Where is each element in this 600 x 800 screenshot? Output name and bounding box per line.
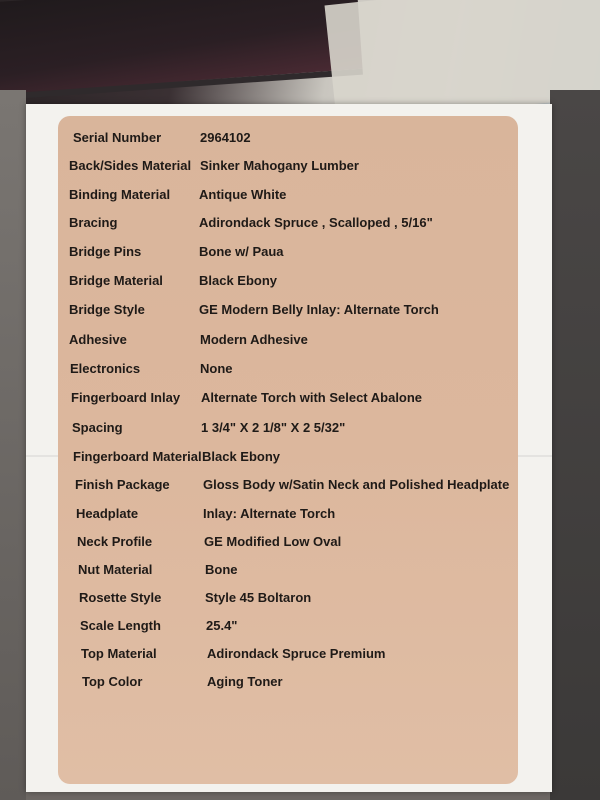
spec-label: Adhesive <box>69 332 127 347</box>
spec-value: Bone w/ Paua <box>199 244 284 259</box>
spec-value: Antique White <box>199 187 287 202</box>
spec-row <box>0 562 600 582</box>
spec-label: Bridge Style <box>69 302 145 317</box>
spec-value: None <box>200 361 233 376</box>
spec-row <box>0 477 600 497</box>
spec-label: Serial Number <box>73 130 162 145</box>
spec-label: Neck Profile <box>77 534 153 549</box>
spec-row <box>0 302 600 322</box>
spec-row <box>0 420 600 440</box>
spec-label: Binding Material <box>69 187 171 202</box>
spec-row <box>0 534 600 554</box>
spec-row <box>0 332 600 352</box>
spec-value: Adirondack Spruce , Scalloped , 5/16" <box>199 215 433 230</box>
spec-value: Modern Adhesive <box>200 332 308 347</box>
spec-label: Nut Material <box>78 562 153 577</box>
spec-value: 25.4" <box>206 618 238 633</box>
spec-label: Bracing <box>69 215 118 230</box>
spec-row <box>0 244 600 264</box>
spec-label: Bridge Pins <box>69 244 142 259</box>
spec-row <box>0 449 600 469</box>
spec-row <box>0 273 600 293</box>
spec-value: Black Ebony <box>199 273 278 288</box>
spec-value: Alternate Torch with Select Abalone <box>201 390 423 405</box>
spec-value: 2964102 <box>200 130 251 145</box>
spec-row <box>0 130 600 150</box>
spec-row <box>0 158 600 178</box>
spec-value: Sinker Mahogany Lumber <box>200 158 359 173</box>
spec-label: Bridge Material <box>69 273 163 288</box>
spec-label: Fingerboard Material <box>73 449 202 464</box>
spec-label: Top Material <box>81 646 157 661</box>
spec-label: Spacing <box>72 420 123 435</box>
spec-row <box>0 674 600 694</box>
spec-value: Aging Toner <box>207 674 283 689</box>
spec-label: Fingerboard Inlay <box>71 390 181 405</box>
spec-value: Black Ebony <box>202 449 281 464</box>
spec-label: Electronics <box>70 361 141 376</box>
spec-row <box>0 506 600 526</box>
spec-value: GE Modern Belly Inlay: Alternate Torch <box>199 302 439 317</box>
spec-value: GE Modified Low Oval <box>204 534 342 549</box>
spec-row <box>0 187 600 207</box>
spec-value: Inlay: Alternate Torch <box>203 506 336 521</box>
spec-row <box>0 390 600 410</box>
spec-value: 1 3/4" X 2 1/8" X 2 5/32" <box>201 420 346 435</box>
spec-label: Headplate <box>76 506 139 521</box>
spec-label: Rosette Style <box>79 590 162 605</box>
spec-value: Style 45 Boltaron <box>205 590 312 605</box>
spec-label: Scale Length <box>80 618 161 633</box>
spec-label: Finish Package <box>75 477 170 492</box>
spec-value: Gloss Body w/Satin Neck and Polished Headplate <box>203 477 510 492</box>
spec-row <box>0 215 600 235</box>
spec-value: Adirondack Spruce Premium <box>207 646 386 661</box>
spec-row <box>0 618 600 638</box>
spec-label: Top Color <box>82 674 143 689</box>
spec-row <box>0 361 600 381</box>
spec-row <box>0 590 600 610</box>
spec-value: Bone <box>205 562 238 577</box>
spec-label: Back/Sides Material <box>69 158 192 173</box>
spec-row <box>0 646 600 666</box>
